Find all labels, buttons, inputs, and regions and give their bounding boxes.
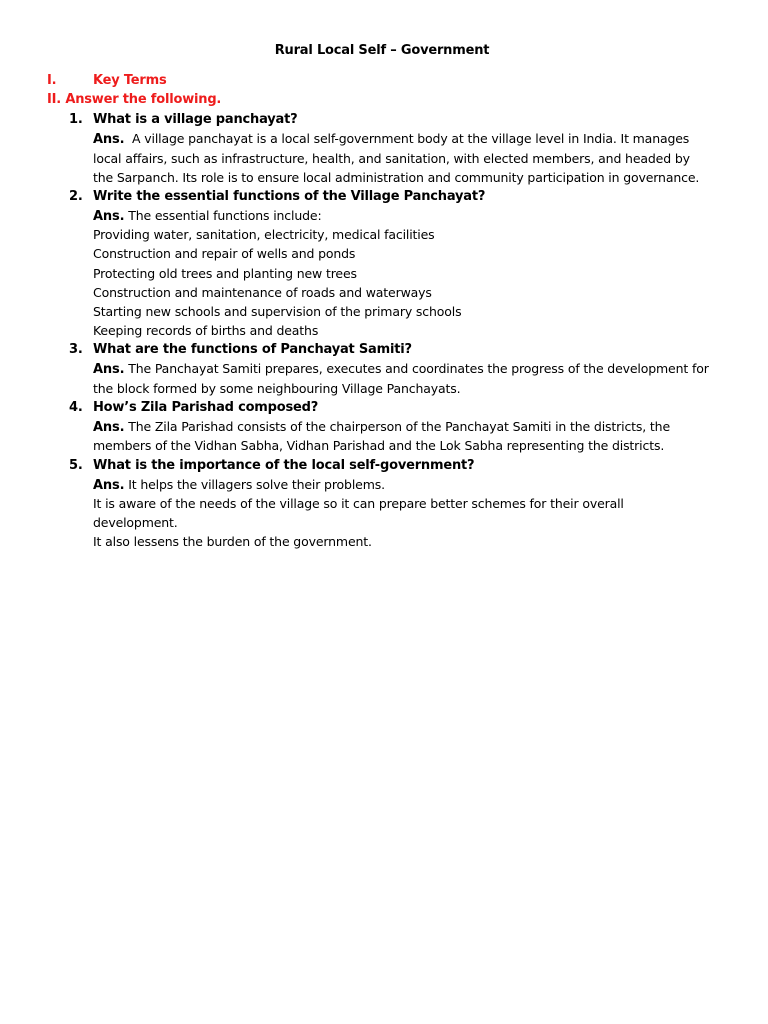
answer-3-line-1 <box>93 361 709 377</box>
answer-label: Ans. <box>93 132 125 147</box>
answer-3-line-2: the block formed by some neighbouring Village Panchayats. <box>93 381 461 396</box>
section-1-number: I. <box>47 73 57 88</box>
question-1-text: What is a village panchayat? <box>93 112 298 127</box>
answer-text: The essential functions include: <box>124 208 322 223</box>
answer-label: Ans. <box>93 478 125 493</box>
question-5-number: 5. <box>69 458 83 473</box>
section-2-heading: II. Answer the following. <box>47 92 222 107</box>
question-3-number: 3. <box>69 342 83 357</box>
question-4-text: How’s Zila Parishad composed? <box>93 400 319 415</box>
answer-text: A village panchayat is a local self-government body at the village level in India. It manages <box>124 131 690 146</box>
question-3-text: What are the functions of Panchayat Samiti? <box>93 342 412 357</box>
answer-2-line-1 <box>93 208 322 224</box>
answer-5-line-2: It is aware of the needs of the village so it can prepare better schemes for their overall <box>93 496 624 511</box>
answer-1-line-1 <box>93 131 689 147</box>
answer-4-line-2: members of the Vidhan Sabha, Vidhan Parishad and the Lok Sabha representing the districts. <box>93 438 665 453</box>
answer-2-line-4: Protecting old trees and planting new trees <box>93 266 357 281</box>
question-1-number: 1. <box>69 112 83 127</box>
answer-5-line-4: It also lessens the burden of the government. <box>93 534 372 549</box>
answer-text: The Zila Parishad consists of the chairperson of the Panchayat Samiti in the districts, the <box>124 419 671 434</box>
answer-2-line-6: Starting new schools and supervision of the primary schools <box>93 304 462 319</box>
answer-1-line-3: the Sarpanch. Its role is to ensure local administration and community participation in governance. <box>93 170 700 185</box>
question-4-number: 4. <box>69 400 83 415</box>
section-1-heading: Key Terms <box>93 73 167 88</box>
answer-text: The Panchayat Samiti prepares, executes and coordinates the progress of the development for <box>124 361 709 376</box>
answer-label: Ans. <box>93 420 125 435</box>
answer-label: Ans. <box>93 362 125 377</box>
answer-2-line-5: Construction and maintenance of roads and waterways <box>93 285 432 300</box>
question-5-text: What is the importance of the local self-government? <box>93 458 475 473</box>
answer-4-line-1 <box>93 419 670 435</box>
answer-2-line-3: Construction and repair of wells and ponds <box>93 246 356 261</box>
answer-5-line-3: development. <box>93 515 178 530</box>
answer-1-line-2: local affairs, such as infrastructure, health, and sanitation, with elected members, and headed by <box>93 151 690 166</box>
answer-2-line-2: Providing water, sanitation, electricity, medical facilities <box>93 227 435 242</box>
answer-2-line-7: Keeping records of births and deaths <box>93 323 319 338</box>
question-2-text: Write the essential functions of the Village Panchayat? <box>93 189 486 204</box>
answer-text: It helps the villagers solve their problems. <box>124 477 385 492</box>
question-2-number: 2. <box>69 189 83 204</box>
answer-5-line-1 <box>93 477 385 493</box>
answer-label: Ans. <box>93 209 125 224</box>
document-title: Rural Local Self – Government <box>274 43 490 58</box>
